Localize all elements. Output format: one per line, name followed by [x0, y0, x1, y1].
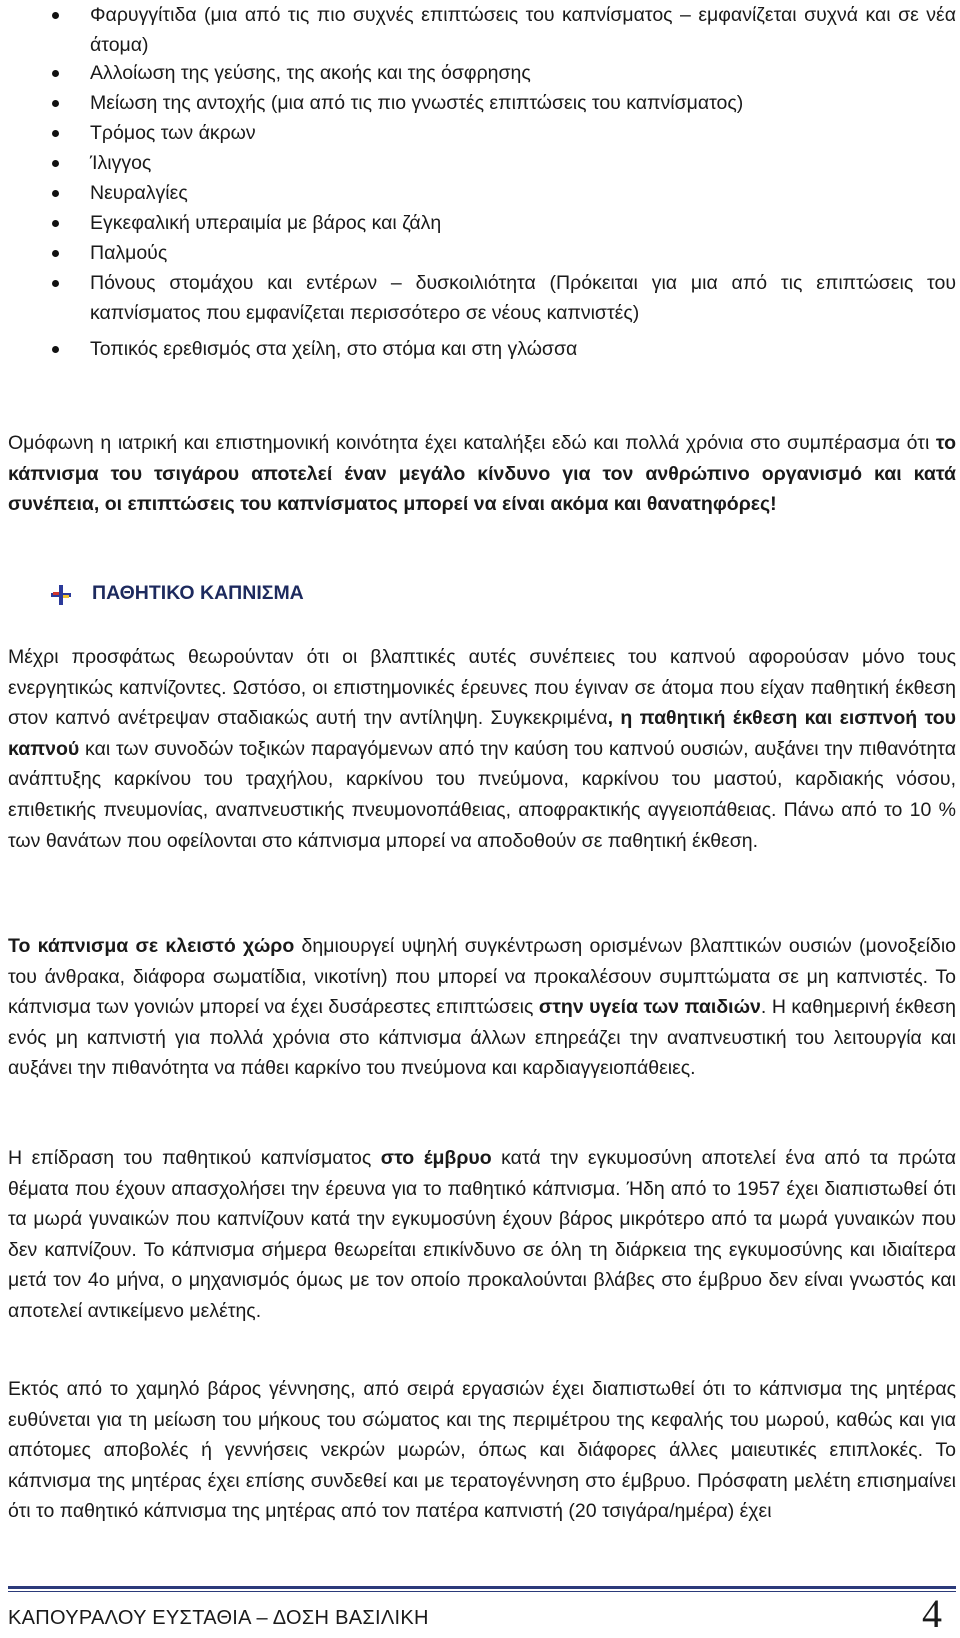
list-item: Πόνους στομάχου και εντέρων – δυσκοιλιότητα (Πρόκειται για μια από τις επιπτώσεις του καπνίσματος που εμφανίζεται περισσότερο σε νέους καπνιστές)	[90, 268, 956, 328]
paragraph-birth-effects: Εκτός από το χαμηλό βάρος γέννησης, από σειρά εργασιών έχει διαπιστωθεί ότι το κάπνισμα της μητέρας ευθύνεται για τη μείωση του μήκους του σώματος και της περιμέτρου της κεφαλής του μωρού, καθώς και για απότομες αποβολές ή γεννήσεις νεκρών μωρών, όπως και διάφορες άλλες μαιευτικές επιπλοκές. Το κάπνισμα της μητέρας έχει επίσης συνδεθεί και με τερατογέννηση στο έμβρυο. Πρόσφατη μελέτη επισημαίνει ότι το παθητικό κάπνισμα της μητέρας από τον πατέρα καπνιστή (20 τσιγάρα/ημέρα) έχει	[8, 1378, 956, 1523]
list-item: Νευραλγίες	[90, 178, 956, 208]
list-item: Αλλοίωση της γεύσης, της ακοής και της όσφρησης	[90, 58, 956, 88]
list-item: Τρόμος των άκρων	[90, 118, 956, 148]
bullet-dot-icon	[52, 160, 59, 167]
bullet-dot-icon	[52, 280, 59, 287]
plus-bullet-icon	[50, 584, 72, 606]
footer-divider-thin	[8, 1591, 956, 1592]
paragraph-fetus: Η επίδραση του παθητικού καπνίσματος στο έμβρυο κατά την εγκυμοσύνη αποτελεί ένα από τα πρώτα θέματα που έχουν απασχολήσει την έρευνα για το παθητικό κάπνισμα. Ήδη από το 1957 έχει διαπιστωθεί ότι τα μωρά γυναικών που καπνίζουν κατά την εγκυμοσύνη έχουν βάρος μικρότερο από τα μωρά γυναικών που δεν καπνίζουν. Το κάπνισμα σήμερα θεωρείται επικίνδυνο σε όλη τη διάρκεια της εγκυμοσύνης και ιδιαίτερα μετά τον 4ο μήνα, ο μηχανισμός όμως με τον οποίο προκαλούνται βλάβες στο έμβρυο δεν είναι γνωστός και αποτελεί αντικείμενο μελέτης.	[8, 1147, 956, 1322]
bullet-dot-icon	[52, 250, 59, 257]
list-item: Τοπικός ερεθισμός στα χείλη, στο στόμα και στη γλώσσα	[90, 334, 956, 364]
bullet-dot-icon	[52, 220, 59, 227]
list-item: Ίλιγγος	[90, 148, 956, 178]
bullet-dot-icon	[52, 12, 59, 19]
paragraph-indoor-smoking: Το κάπνισμα σε κλειστό χώρο δημιουργεί υψηλή συγκέντρωση ορισμένων βλαπτικών ουσιών (μονοξείδιο του άνθρακα, διάφορα σωματίδια, νικοτίνη) που μπορεί να προκαλέσουν συμπτώματα σε μη καπνιστές. Το κάπνισμα των γονιών μπορεί να έχει δυσάρεστες επιπτώσεις στην υγεία των παιδιών. Η καθημερινή έκθεση ενός μη καπνιστή για πολλά χρόνια στο κάπνισμα άλλων επηρεάζει την αναπνευστική του λειτουργία και αυξάνει την πιθανότητα να πάθει καρκίνο του πνεύμονα και καρδιαγγειοπάθειες.	[8, 935, 956, 1080]
list-item: Μείωση της αντοχής (μια από τις πιο γνωστές επιπτώσεις του καπνίσματος)	[90, 88, 956, 118]
bullet-dot-icon	[52, 130, 59, 137]
list-item: Φαρυγγίτιδα (μια από τις πιο συχνές επιπτώσεις του καπνίσματος – εμφανίζεται συχνά και σε νέα άτομα)	[90, 0, 956, 60]
list-item: Παλμούς	[90, 238, 956, 268]
paragraph-passive-smoking: Μέχρι προσφάτως θεωρούνταν ότι οι βλαπτικές αυτές συνέπειες του καπνού αφορούσαν μόνο τους ενεργητικώς καπνίζοντες. Ωστόσο, οι επιστημονικές έρευνες που έγιναν σε άτομα που είχαν παθητική έκθεση στον καπνό ανέτρεψαν σταδιακώς αυτή την αντίληψη. Συγκεκριμένα, η παθητική έκθεση και εισπνοή του καπνού και των συνοδών τοξικών παραγόμενων από την καύση του καπνού ουσιών, αυξάνει την πιθανότητα ανάπτυξης καρκίνου του τραχήλου, καρκίνου του πνεύμονα, καρκίνου του μαστού, καρδιακής νόσου, επιθετικής πνευμονίας, αναπνευστικής πνευμονοπάθειας, αποφρακτικής αγγειοπάθειας. Πάνω από το 10 % των θανάτων που οφείλονται στο κάπνισμα μπορεί να αποδοθούν σε παθητική έκθεση.	[8, 646, 957, 852]
bullet-dot-icon	[52, 346, 59, 353]
page-number: 4	[922, 1591, 942, 1636]
bullet-dot-icon	[52, 100, 59, 107]
list-item: Εγκεφαλική υπεραιμία με βάρος και ζάλη	[90, 208, 956, 238]
bullet-dot-icon	[52, 190, 59, 197]
bullet-dot-icon	[52, 70, 59, 77]
footer-authors: ΚΑΠΟΥΡΑΛΟΥ ΕΥΣΤΑΘΙΑ – ΔΟΣΗ ΒΑΣΙΛΙΚΗ	[8, 1607, 429, 1629]
footer-divider	[8, 1586, 956, 1589]
consensus-paragraph: Ομόφωνη η ιατρική και επιστημονική κοινότητα έχει καταλήξει εδώ και πολλά χρόνια στο συμπέρασμα ότι το κάπνισμα του τσιγάρου αποτελεί έναν μεγάλο κίνδυνο για τον ανθρώπινο οργανισμό και κατά συνέπεια, οι επιπτώσεις του καπνίσματος μπορεί να είναι ακόμα και θανατηφόρες!	[8, 432, 956, 516]
section-title: ΠΑΘΗΤΙΚΟ ΚΑΠΝΙΣΜΑ	[92, 582, 304, 604]
